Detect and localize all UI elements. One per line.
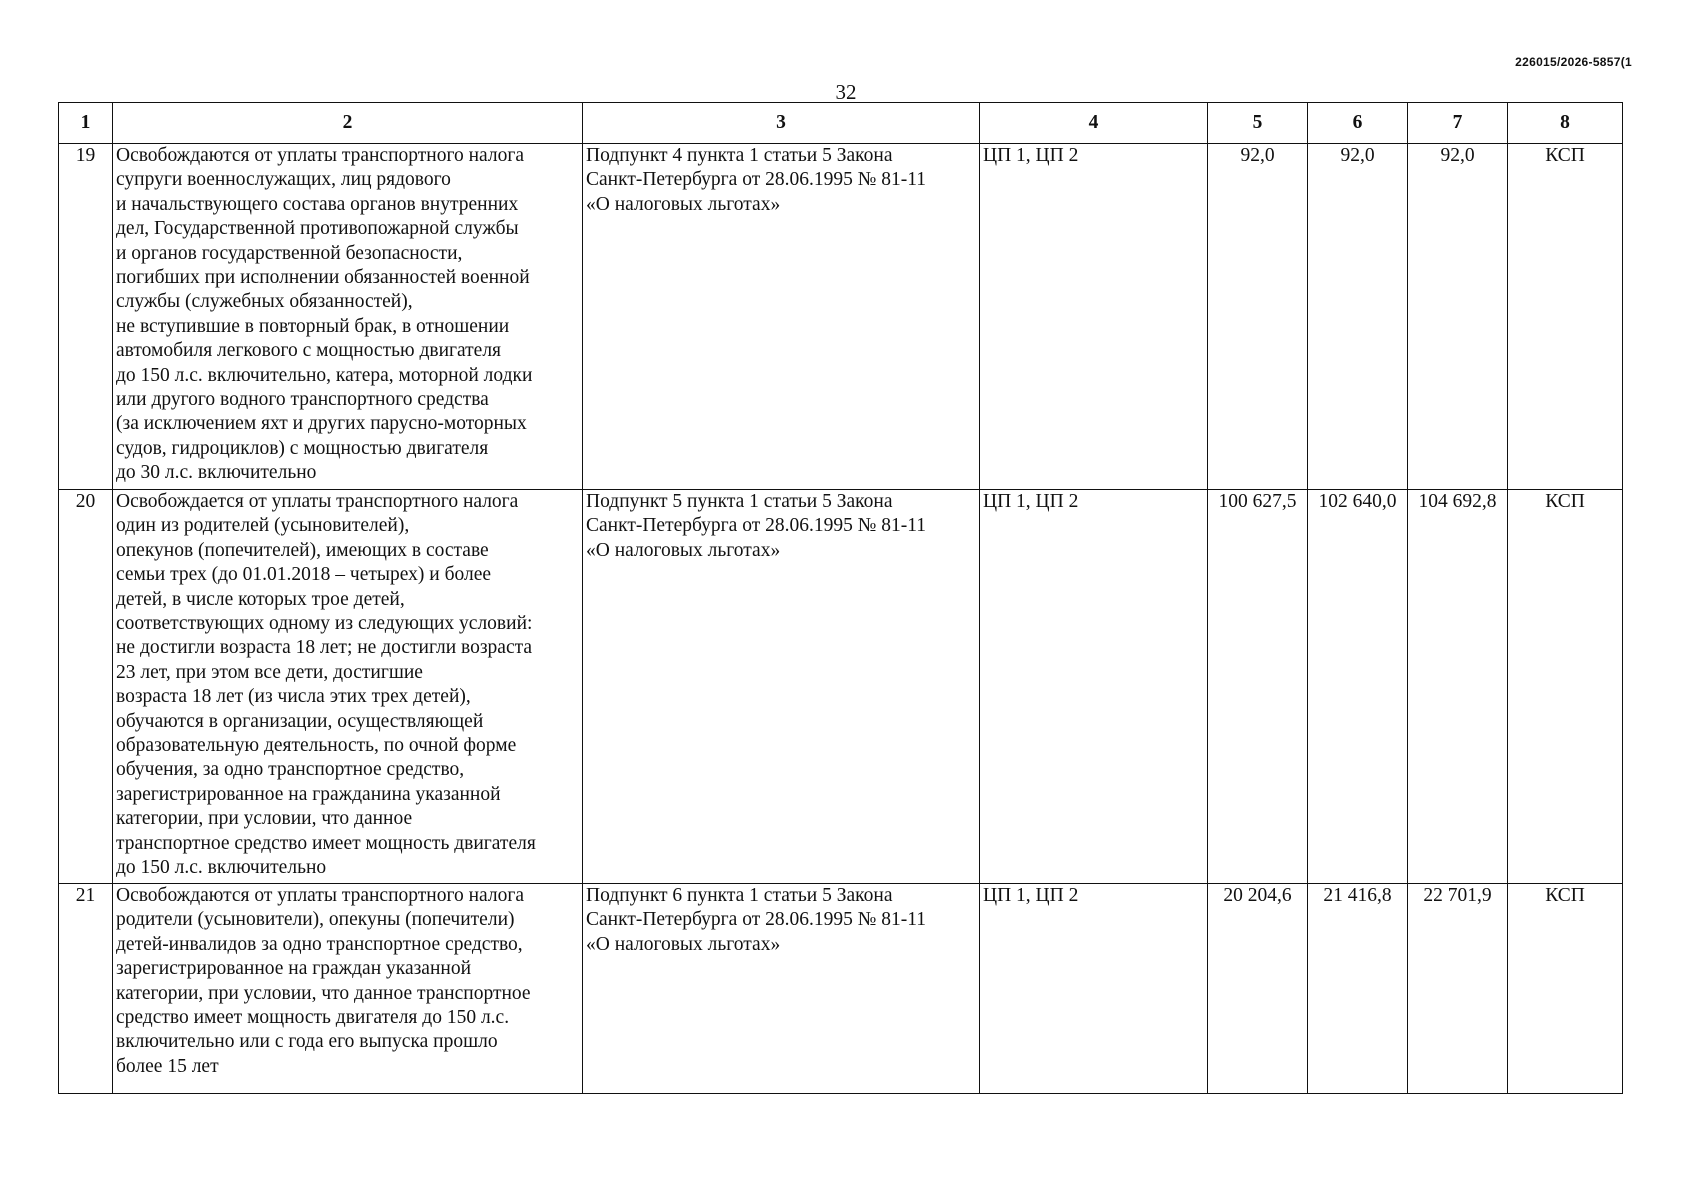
row-number: 19 (59, 144, 113, 490)
program-goals: ЦП 1, ЦП 2 (980, 144, 1208, 490)
value-col-6: 21 416,8 (1308, 884, 1408, 1094)
header-cell: 2 (113, 103, 583, 144)
benefit-description: Освобождается от уплаты транспортного налога один из родителей (усыновителей), опекунов (попечителей), имеющих в составе семьи трех (до 01.01.2018 – четырех) и более детей, в числе которых трое детей, соответствующих одному из следующих условий: не достигли возраста 18 лет; не достигли возраста 23 лет, при этом все дети, достигшие возраста 18 лет (из числа этих трех детей), обучаются в организации, осуществляющей образовательную деятельность, по очной форме обучения, за одно транспортное средство, зарегистрированное на гражданина указанной категории, при условии, что данное транспортное средство имеет мощность двигателя до 150 л.с. включительно (113, 490, 583, 884)
program-goals: ЦП 1, ЦП 2 (980, 490, 1208, 884)
header-cell: 4 (980, 103, 1208, 144)
program-goals: ЦП 1, ЦП 2 (980, 884, 1208, 1094)
header-cell: 5 (1208, 103, 1308, 144)
header-cell: 1 (59, 103, 113, 144)
legal-basis: Подпункт 5 пункта 1 статьи 5 Закона Санкт-Петербурга от 28.06.1995 № 81-11 «О налоговых льготах» (583, 490, 980, 884)
value-col-6: 102 640,0 (1308, 490, 1408, 884)
tax-benefits-table (58, 102, 1623, 1094)
value-col-7: 22 701,9 (1408, 884, 1508, 1094)
value-col-7: 92,0 (1408, 144, 1508, 490)
table-row (59, 144, 1623, 490)
value-col-5: 20 204,6 (1208, 884, 1308, 1094)
page-number: 32 (835, 80, 857, 104)
header-row (59, 103, 1623, 144)
header-cell: 3 (583, 103, 980, 144)
responsible-body: КСП (1508, 490, 1623, 884)
legal-basis: Подпункт 4 пункта 1 статьи 5 Закона Санкт-Петербурга от 28.06.1995 № 81-11 «О налоговых льготах» (583, 144, 980, 490)
header-cell: 6 (1308, 103, 1408, 144)
registration-number: 226015/2026-5857(1 (1515, 55, 1632, 69)
responsible-body: КСП (1508, 884, 1623, 1094)
value-col-5: 92,0 (1208, 144, 1308, 490)
legal-basis: Подпункт 6 пункта 1 статьи 5 Закона Санкт-Петербурга от 28.06.1995 № 81-11 «О налоговых льготах» (583, 884, 980, 1094)
responsible-body: КСП (1508, 144, 1623, 490)
header-cell: 8 (1508, 103, 1623, 144)
value-col-7: 104 692,8 (1408, 490, 1508, 884)
value-col-6: 92,0 (1308, 144, 1408, 490)
row-number: 20 (59, 490, 113, 884)
value-col-5: 100 627,5 (1208, 490, 1308, 884)
table-row (59, 490, 1623, 884)
benefit-description: Освобождаются от уплаты транспортного налога супруги военнослужащих, лиц рядового и начальствующего состава органов внутренних дел, Государственной противопожарной службы и органов государственной безопасности, погибших при исполнении обязанностей военной службы (служебных обязанностей), не вступившие в повторный брак, в отношении автомобиля легкового с мощностью двигателя до 150 л.с. включительно, катера, моторной лодки или другого водного транспортного средства (за исключением яхт и других парусно-моторных судов, гидроциклов) с мощностью двигателя до 30 л.с. включительно (113, 144, 583, 490)
header-cell: 7 (1408, 103, 1508, 144)
table-row (59, 884, 1623, 1094)
benefit-description: Освобождаются от уплаты транспортного налога родители (усыновители), опекуны (попечители) детей-инвалидов за одно транспортное средство, зарегистрированное на граждан указанной категории, при условии, что данное транспортное средство имеет мощность двигателя до 150 л.с. включительно или с года его выпуска прошло более 15 лет (113, 884, 583, 1094)
row-number: 21 (59, 884, 113, 1094)
